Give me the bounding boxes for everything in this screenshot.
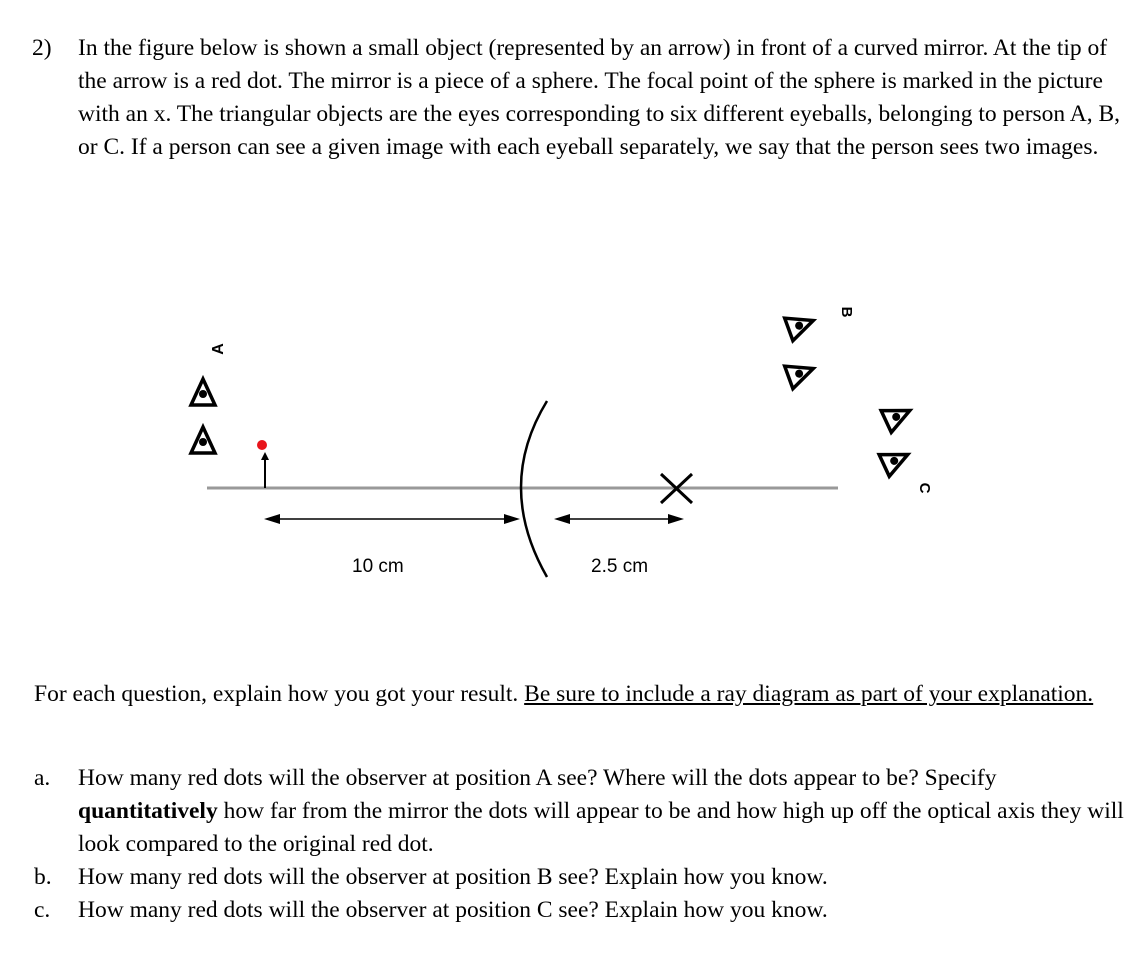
question-a xyxy=(34,762,1124,861)
eye-icon xyxy=(191,427,215,453)
question-text: How many red dots will the observer at position C see? Explain how you know. xyxy=(78,897,828,923)
eye-icon xyxy=(881,400,915,433)
question-c xyxy=(34,894,1124,927)
question-letter: c. xyxy=(34,897,51,923)
eye-icon xyxy=(785,357,818,388)
label-10cm: 10 cm xyxy=(352,556,404,577)
label-2-5cm: 2.5 cm xyxy=(591,556,649,577)
question-letter: b. xyxy=(34,864,52,890)
label-c: C xyxy=(916,482,933,494)
dimension-arrow-2-5cm xyxy=(554,514,684,524)
label-b: B xyxy=(838,306,855,318)
question-text: How many red dots will the observer at position A see? Where will the dots appear to be? Specify xyxy=(78,765,997,791)
question-text: how far from the mirror the dots will appear to be and how high up off the optical axis they will look compared to the original red dot. xyxy=(78,798,1124,857)
eye-icon xyxy=(785,309,818,340)
instructions xyxy=(34,678,1114,710)
problem-text: In the figure below is shown a small object (represented by an arrow) in front of a curved mirror. At the tip of the arrow is a red dot. The mirror is a piece of a sphere. The focal point of the sphere is marked in the picture with an x. The triangular objects are the eyes corresponding to six different eyeballs, belonging to person A, B, or C. If a person can see a given image with each eyeball separately, we say that the person sees two images. xyxy=(78,35,1121,160)
question-list xyxy=(34,762,1124,927)
eye-icon xyxy=(191,379,215,405)
label-a: A xyxy=(210,343,227,355)
object-arrow xyxy=(261,452,269,488)
dimension-arrow-10cm xyxy=(264,514,520,524)
question-emphasis: quantitatively xyxy=(78,798,218,824)
mirror-figure xyxy=(0,280,1142,610)
question-b xyxy=(34,861,1124,894)
eye-icon xyxy=(879,444,913,477)
red-dot xyxy=(257,440,267,450)
problem-number: 2) xyxy=(32,35,52,61)
problem-statement xyxy=(32,32,1122,164)
instructions-text: For each question, explain how you got your result. xyxy=(34,681,525,707)
question-text: How many red dots will the observer at position B see? Explain how you know. xyxy=(78,864,828,890)
question-letter: a. xyxy=(34,765,51,791)
instructions-underlined: Be sure to include a ray diagram as part of your explanation. xyxy=(524,681,1094,707)
